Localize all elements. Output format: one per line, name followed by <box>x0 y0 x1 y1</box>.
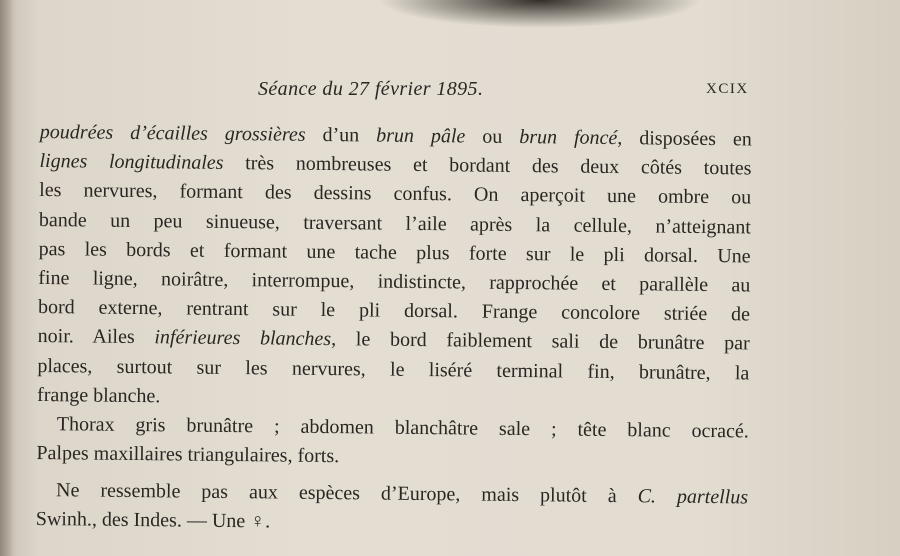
page-header <box>0 78 900 108</box>
paragraph-thorax <box>36 410 749 476</box>
text-span: , le bord faiblement sali de brunâtre par <box>331 328 750 355</box>
text-span: Ne ressemble pas aux espèces d’Europe, mais plutôt à <box>55 479 638 508</box>
text-line: Palpes maxillaires triangulaires, forts. <box>36 442 340 468</box>
italic-text: brun foncé <box>519 126 618 150</box>
text-span: noir. Ailes <box>37 325 155 349</box>
text-span: , disposées en <box>617 127 752 151</box>
page-body <box>36 118 752 542</box>
text-span: ou <box>465 125 520 149</box>
text-line: Swinh., des Indes. — Une ♀. <box>35 508 271 533</box>
text-line: frange blanche. <box>36 383 161 407</box>
paragraph-comparison <box>36 476 749 542</box>
paragraph-description <box>37 118 752 417</box>
italic-text: poudrées d’écailles grossières <box>39 120 306 146</box>
text-line: les nervures, formant des dessins confus. On aperçoit une ombre ou <box>39 179 752 209</box>
text-span: très nombreuses et bordant des deux côtés toutes <box>223 152 752 180</box>
text-line: Thorax gris brunâtre ; abdomen blanchâtre sale ; tête blanc ocracé. <box>56 413 749 443</box>
running-title: Séance du 27 février 1895. <box>258 78 484 100</box>
text-line: pas les bords et formant une tache plus forte sur le pli dorsal. Une <box>38 237 751 268</box>
species-name: C. partellus <box>637 485 749 509</box>
text-line: places, surtout sur les nervures, le liséré terminal fin, brunâtre, la <box>37 354 750 384</box>
italic-text: brun pâle <box>376 124 466 148</box>
text-line: bande un peu sinueuse, traversant l’aile après la cellule, n’atteignant <box>38 208 752 239</box>
italic-text: lignes longitudinales <box>39 150 224 175</box>
page-number: XCIX <box>706 81 749 97</box>
text-span: d’un <box>305 123 377 147</box>
text-line: bord externe, rentrant sur le pli dorsal. Frange concolore striée de <box>37 296 751 326</box>
text-line: fine ligne, noirâtre, interrompue, indistincte, rapprochée et parallèle au <box>38 266 751 297</box>
italic-text: inférieures blanches <box>154 326 332 351</box>
